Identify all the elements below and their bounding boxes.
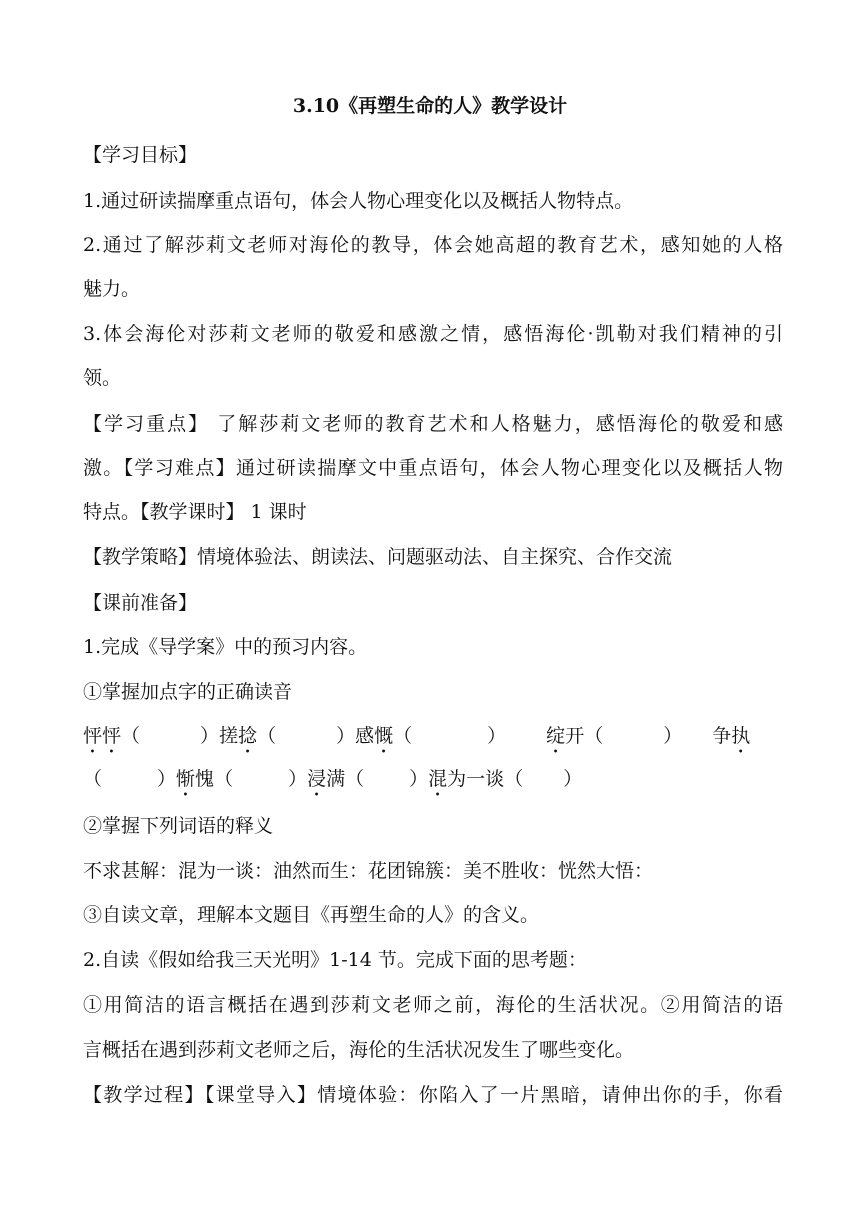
pinyin-exercise-row-1: 怦怦（ ）搓捻（ ）感慨（ ） 绽开（ ） 争执	[83, 725, 751, 747]
document-title: 3.10《再塑生命的人》教学设计	[292, 95, 568, 117]
vocabulary-list: 不求甚解：混为一谈：油然而生：花团锦簇：美不胜收：恍然大悟：	[83, 860, 654, 882]
key-points: 【学习重点】 了解莎莉文老师的教育艺术和人格魅力，感悟海伦的敬爱和感	[83, 413, 783, 435]
pinyin-word-5: 争执	[712, 725, 751, 747]
pinyin-word-1: 怦怦	[83, 725, 122, 747]
section-heading-objectives: 【学习目标】	[83, 144, 198, 166]
objective-2: 2.通过了解莎莉文老师对海伦的教导，体会她高超的教育艺术，感知她的人格	[83, 234, 783, 256]
objective-3-cont: 领。	[83, 367, 122, 389]
prep-subitem-3: ③自读文章，理解本文题目《再塑生命的人》的含义。	[83, 904, 540, 926]
class-hours: 特点。【教学课时】 1 课时	[83, 501, 307, 523]
difficulty: 激。【学习难点】通过研读揣摩文中重点语句，体会人物心理变化以及概括人物	[83, 457, 783, 479]
objective-2-cont: 魅力。	[83, 278, 141, 300]
objective-1: 1.通过研读揣摩重点语句，体会人物心理变化以及概括人物特点。	[83, 190, 634, 212]
teaching-process: 【教学过程】【课堂导入】情境体验：你陷入了一片黑暗，请伸出你的手，你看	[83, 1084, 783, 1106]
pinyin-word-6: 惭愧	[176, 768, 215, 790]
prep-item-1: 1.完成《导学案》中的预习内容。	[83, 636, 368, 658]
pinyin-word-4: 绽开	[546, 725, 585, 747]
question-1: ①用简洁的语言概括在遇到莎莉文老师之前，海伦的生活状况。②用简洁的语	[83, 994, 783, 1016]
pinyin-word-2: 搓捻	[219, 725, 258, 747]
pinyin-exercise-row-2: （ ）惭愧（ ）浸满（ ）混为一谈（ ）	[83, 768, 583, 790]
pinyin-word-8: 混为一谈	[428, 768, 505, 790]
question-2: 言概括在遇到莎莉文老师之后，海伦的生活状况发生了哪些变化。	[83, 1039, 635, 1061]
prep-subitem-2: ②掌握下列词语的释义	[83, 815, 274, 837]
prep-subitem-1: ①掌握加点字的正确读音	[83, 681, 293, 703]
pinyin-word-3: 感慨	[355, 725, 394, 747]
objective-3: 3.体会海伦对莎莉文老师的敬爱和感激之情，感悟海伦·凯勒对我们精神的引	[83, 323, 783, 345]
pinyin-word-7: 浸满	[307, 768, 346, 790]
section-heading-preparation: 【课前准备】	[83, 592, 198, 614]
prep-item-2: 2.自读《假如给我三天光明》1-14 节。完成下面的思考题：	[83, 949, 587, 971]
teaching-strategy: 【教学策略】情境体验法、朗读法、问题驱动法、自主探究、合作交流	[83, 546, 673, 568]
